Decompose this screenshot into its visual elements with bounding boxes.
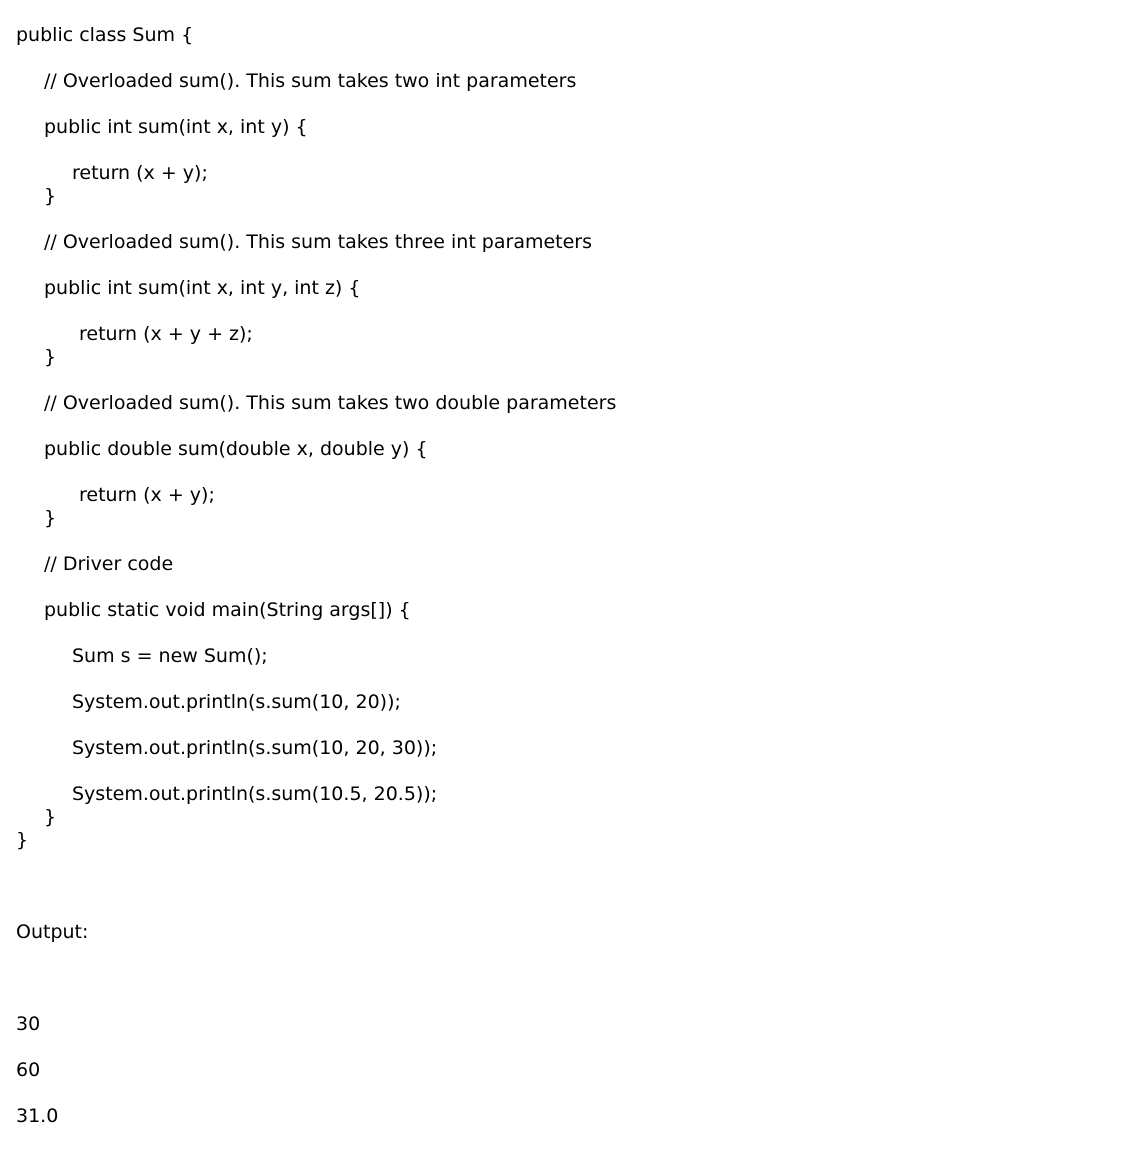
comment-two-int: // Overloaded sum(). This sum takes two int parameters [44,70,577,92]
method-sum-two-double-close: } [44,507,57,529]
method-sum-three-int-signature: public int sum(int x, int y, int z) { [44,277,361,299]
class-declaration: public class Sum { [16,24,194,46]
output-value: 31.0 [16,1105,59,1127]
class-close: } [16,829,29,851]
output-label: Output: [16,921,89,943]
main-print-two-double: System.out.println(s.sum(10.5, 20.5)); [72,783,438,805]
method-sum-two-double-signature: public double sum(double x, double y) { [44,438,428,460]
method-sum-two-int-signature: public int sum(int x, int y) { [44,116,308,138]
output-value: 30 [16,1013,41,1035]
comment-three-int: // Overloaded sum(). This sum takes three int parameters [44,231,593,253]
method-sum-two-int-return: return (x + y); [72,162,208,184]
method-sum-three-int-close: } [44,346,57,368]
main-print-three-int: System.out.println(s.sum(10, 20, 30)); [72,737,438,759]
main-new-sum: Sum s = new Sum(); [72,645,268,667]
output-value: 60 [16,1059,41,1081]
main-print-two-int: System.out.println(s.sum(10, 20)); [72,691,401,713]
main-method-close: } [44,806,57,828]
main-method-signature: public static void main(String args[]) { [44,599,411,621]
method-sum-three-int-return: return (x + y + z); [79,323,253,345]
comment-two-double: // Overloaded sum(). This sum takes two double parameters [44,392,617,414]
comment-driver-code: // Driver code [44,553,174,575]
method-sum-two-int-close: } [44,185,57,207]
method-sum-two-double-return: return (x + y); [79,484,215,506]
